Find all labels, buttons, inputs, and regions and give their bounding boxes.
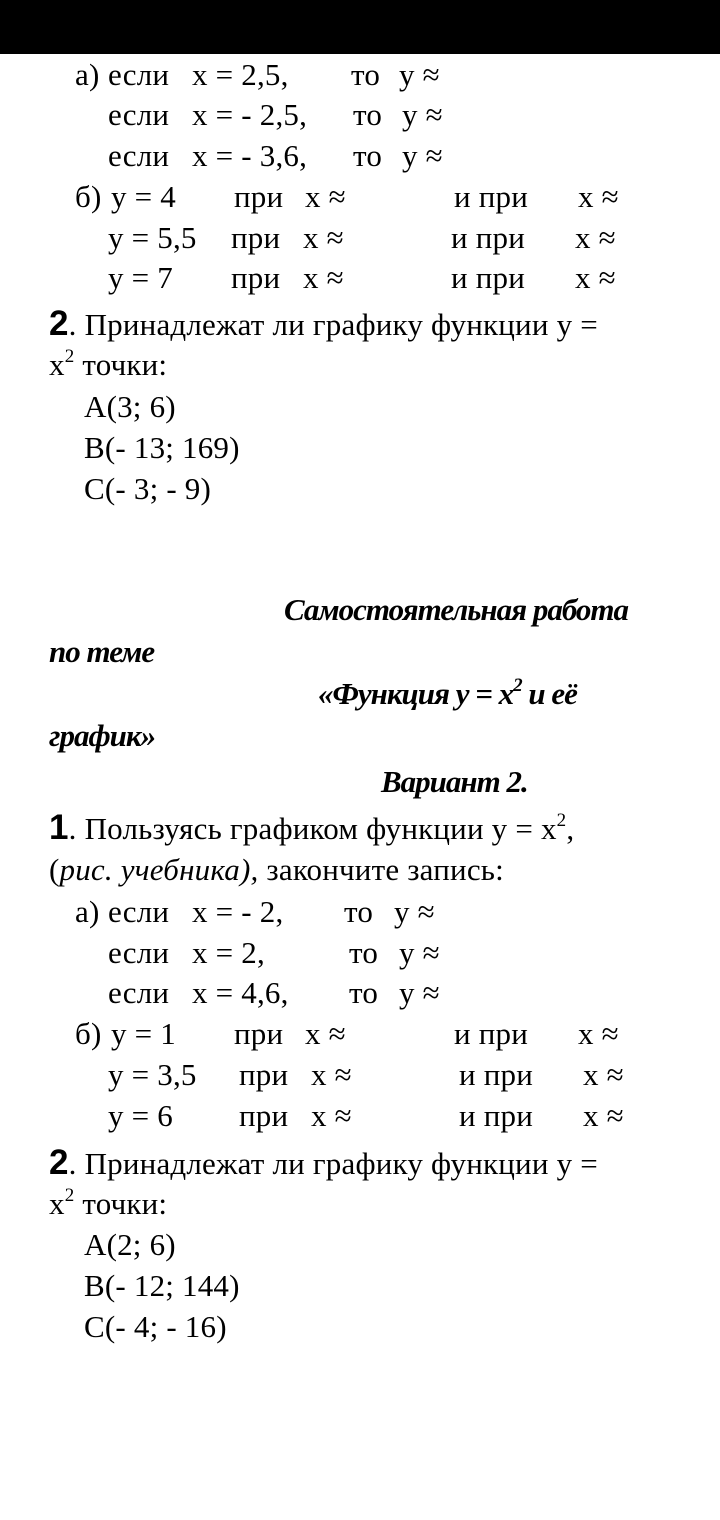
heading-topic (318, 676, 577, 712)
then-word: то (351, 57, 381, 92)
y-approx: у ≈ (402, 97, 443, 132)
cond-word: если (108, 97, 170, 132)
x-approx: х ≈ (303, 260, 344, 295)
textbook-ref: рис. учебника), (59, 852, 259, 887)
x-value: х = 4,6, (192, 975, 289, 1010)
at-word: при (239, 1057, 289, 1092)
x-approx: х ≈ (583, 1057, 624, 1092)
and-at-word: и при (459, 1098, 534, 1133)
heading-title: Самостоятельная работа (284, 592, 629, 627)
at-word: при (231, 220, 281, 255)
task2-text: . Принадлежат ли графику функции у = (68, 1146, 598, 1181)
x-var: х (49, 1186, 65, 1221)
x-value: х = - 2, (192, 894, 284, 929)
and-at-word: и при (451, 260, 526, 295)
x-approx: х ≈ (305, 179, 346, 214)
point-b: В(- 13; 169) (84, 430, 240, 465)
part-b-label: б) (75, 179, 102, 214)
exponent: 2 (513, 674, 522, 696)
and-at-word: и при (451, 220, 526, 255)
and-at-word: и при (454, 179, 529, 214)
and-at-word: и при (459, 1057, 534, 1092)
cond-word: если (108, 57, 170, 92)
y-value: у = 5,5 (108, 220, 197, 255)
task1-question (49, 810, 574, 847)
then-word: то (349, 935, 379, 970)
y-approx: у ≈ (399, 935, 440, 970)
y-value: у = 4 (111, 179, 176, 214)
cond-word: если (108, 138, 170, 173)
point-a: А(2; 6) (84, 1227, 176, 1262)
x-approx: х ≈ (311, 1098, 352, 1133)
heading-topic-start: «Функция у = х (318, 676, 514, 711)
y-approx: у ≈ (402, 138, 443, 173)
then-word: то (353, 97, 383, 132)
cond-word: если (108, 935, 170, 970)
exponent: 2 (64, 1184, 75, 1206)
task2-question (49, 1145, 598, 1182)
then-word: то (344, 894, 374, 929)
task2-question (49, 306, 598, 343)
x-value: х = - 2,5, (192, 97, 308, 132)
y-approx: у ≈ (399, 975, 440, 1010)
y-value: у = 7 (108, 260, 173, 295)
part-a-label: а) (75, 894, 100, 929)
at-word: при (239, 1098, 289, 1133)
y-value: у = 1 (111, 1016, 176, 1051)
x-approx: х ≈ (583, 1098, 624, 1133)
y-approx: у ≈ (394, 894, 435, 929)
then-word: то (353, 138, 383, 173)
task2-question-cont (49, 347, 167, 383)
task2-text: . Принадлежат ли графику функции у = (68, 307, 598, 342)
x-value: х = 2, (192, 935, 265, 970)
x-approx: х ≈ (575, 260, 616, 295)
x-var: х (49, 347, 65, 382)
point-c: С(- 3; - 9) (84, 471, 212, 506)
heading-topic-cont: график» (49, 718, 156, 753)
x-approx: х ≈ (578, 1016, 619, 1051)
at-word: при (231, 260, 281, 295)
task2-text-end: точки: (74, 347, 168, 382)
task1-text-end: , (566, 811, 575, 846)
exponent: 2 (556, 809, 567, 831)
point-a: А(3; 6) (84, 389, 176, 424)
y-approx: у ≈ (399, 57, 440, 92)
at-word: при (234, 1016, 284, 1051)
and-at-word: и при (454, 1016, 529, 1051)
task-number: 1 (49, 808, 69, 847)
exponent: 2 (64, 345, 75, 367)
point-c: С(- 4; - 16) (84, 1309, 227, 1344)
heading-topic-label: по теме (49, 634, 155, 669)
task2-question-cont (49, 1186, 167, 1222)
task2-text-end: точки: (74, 1186, 168, 1221)
x-approx: х ≈ (311, 1057, 352, 1092)
top-bar (0, 0, 720, 54)
x-value: х = - 3,6, (192, 138, 308, 173)
cond-word: если (108, 894, 170, 929)
cond-word: если (108, 975, 170, 1010)
x-approx: х ≈ (303, 220, 344, 255)
x-value: х = 2,5, (192, 57, 289, 92)
task-number: 2 (49, 304, 69, 343)
at-word: при (234, 179, 284, 214)
y-value: у = 6 (108, 1098, 173, 1133)
y-value: у = 3,5 (108, 1057, 197, 1092)
task-number: 2 (49, 1143, 69, 1182)
part-a-label: а) (75, 57, 100, 92)
x-approx: х ≈ (305, 1016, 346, 1051)
then-word: то (349, 975, 379, 1010)
variant-label: Вариант 2. (381, 764, 528, 799)
task1-question-cont (49, 852, 504, 888)
x-approx: х ≈ (578, 179, 619, 214)
task1-instruction: закончите запись: (258, 852, 504, 887)
task1-text: . Пользуясь графиком функции у = х (68, 811, 557, 846)
part-b-label: б) (75, 1016, 102, 1051)
point-b: В(- 12; 144) (84, 1268, 240, 1303)
x-approx: х ≈ (575, 220, 616, 255)
heading-topic-end: и её (521, 676, 577, 711)
paren: ( (49, 852, 60, 887)
